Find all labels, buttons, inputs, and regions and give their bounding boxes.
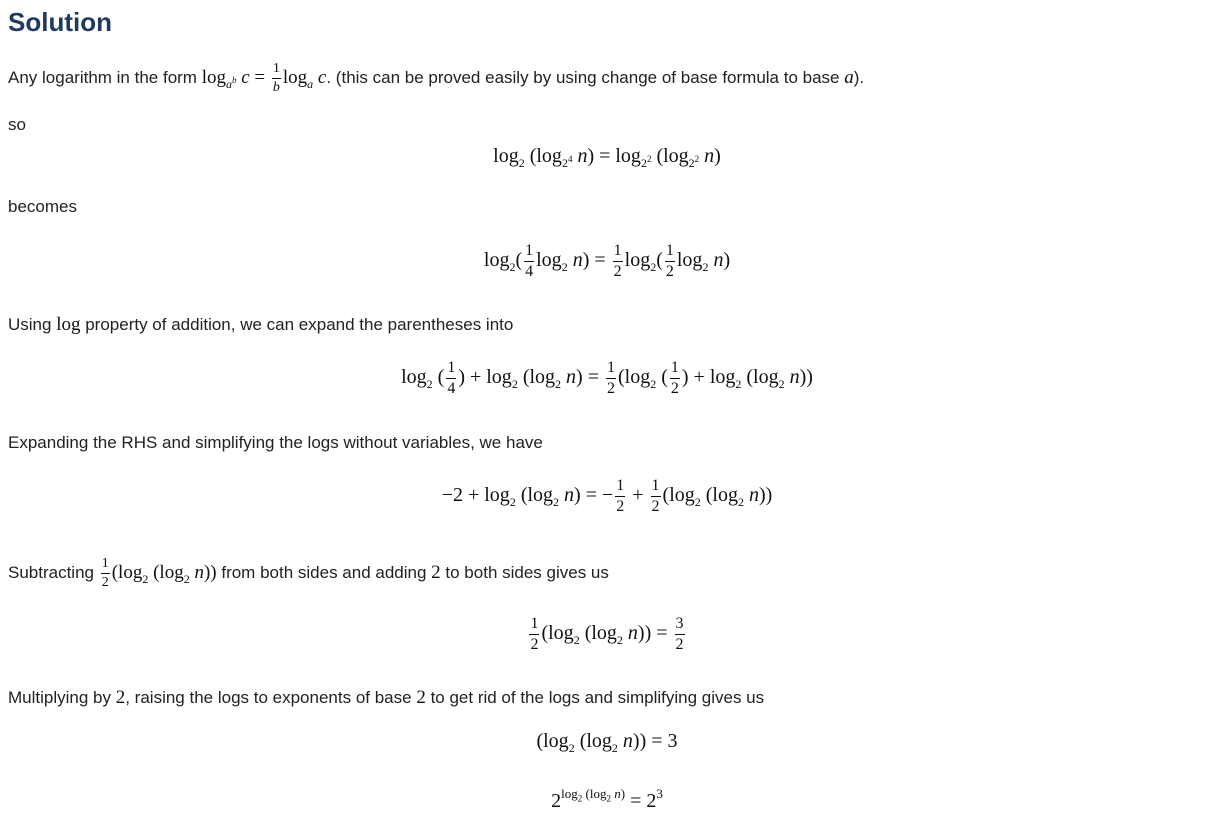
inline-var-a: a [844, 66, 854, 88]
equation-4: $-2 + \log_2 (\log_2$ n) = − $\frac{1}{2}$ + $\frac{1}{2}$ ($\log_2$ ($\log_2$ n)) [441, 477, 773, 515]
p6-text-after: to both sides gives us [445, 562, 609, 582]
inline-formula-log-rule: $\log_{a^b} c$ = $\frac{1}{b}$ $\log_a c$ [201, 61, 327, 95]
section-title: Solution [8, 7, 112, 37]
equation-6: ($\log_2$ ($\log_2$ n)) = 3 [536, 730, 678, 755]
p7-text-middle: , raising the logs to exponents of base [125, 688, 412, 707]
p6-text-middle: from both sides and adding [221, 562, 427, 582]
inline-number-two-b: 2 [416, 687, 426, 708]
equation-7: $2^{log_2 (log_2 n)} = 2^3$ [551, 786, 663, 812]
p7-text-after: to get rid of the logs and simplifying gives us [430, 688, 765, 707]
paragraph-multiplying [8, 686, 764, 710]
inline-log-word: log [56, 314, 81, 335]
paragraph-expanding-rhs: Expanding the RHS and simplifying the logs without variables, we have [8, 433, 543, 452]
paragraph-subtracting [8, 557, 609, 590]
paragraph-so: so [8, 115, 26, 134]
p6-text-before: Subtracting [8, 562, 94, 582]
p7-text-before: Multiplying by [8, 688, 111, 707]
inline-number-two-a: 2 [115, 687, 126, 708]
p4-text-before: Using [8, 315, 52, 334]
paragraph-change-of-base [8, 62, 864, 95]
inline-formula-half-log: $\frac{1}{2}$ ($\log_2$ ($\log_2$ n)) [101, 556, 217, 590]
p4-text-after: property of addition, we can expand the parentheses into [85, 315, 514, 334]
inline-number-two: 2 [431, 561, 441, 583]
p1-text-end: ). [853, 67, 865, 87]
p1-text-before: Any logarithm in the form [8, 67, 197, 87]
equation-2: $\log_2$( $\frac{1}{4}$ $\log_2 n$) = $\frac{1}{2}$ $\log_2$( $\frac{1}{2}$ $\log_2 n$) [483, 242, 731, 280]
p1-text-after: . (this can be proved easily by using change of base formula to base [326, 67, 840, 87]
equation-5: $\frac{1}{2}$ ($\log_2$ ($\log_2$ n)) = $\frac{3}{2}$ [530, 615, 684, 653]
equation-1: $\log_2 (\log_{2^4}$ $n) = \log_{2^2} (\log_{2^2}$ n) [493, 145, 721, 170]
equation-3: $\log_2$ ( $\frac{1}{4}$ ) + $\log_2 (\log_2$ n) = $\frac{1}{2}$ ($\log_2$ ( $\frac{1}{2}$ ) + $\log_2 (\log_2$ n)) [401, 359, 813, 397]
paragraph-becomes: becomes [8, 197, 77, 216]
paragraph-log-property [8, 313, 513, 337]
